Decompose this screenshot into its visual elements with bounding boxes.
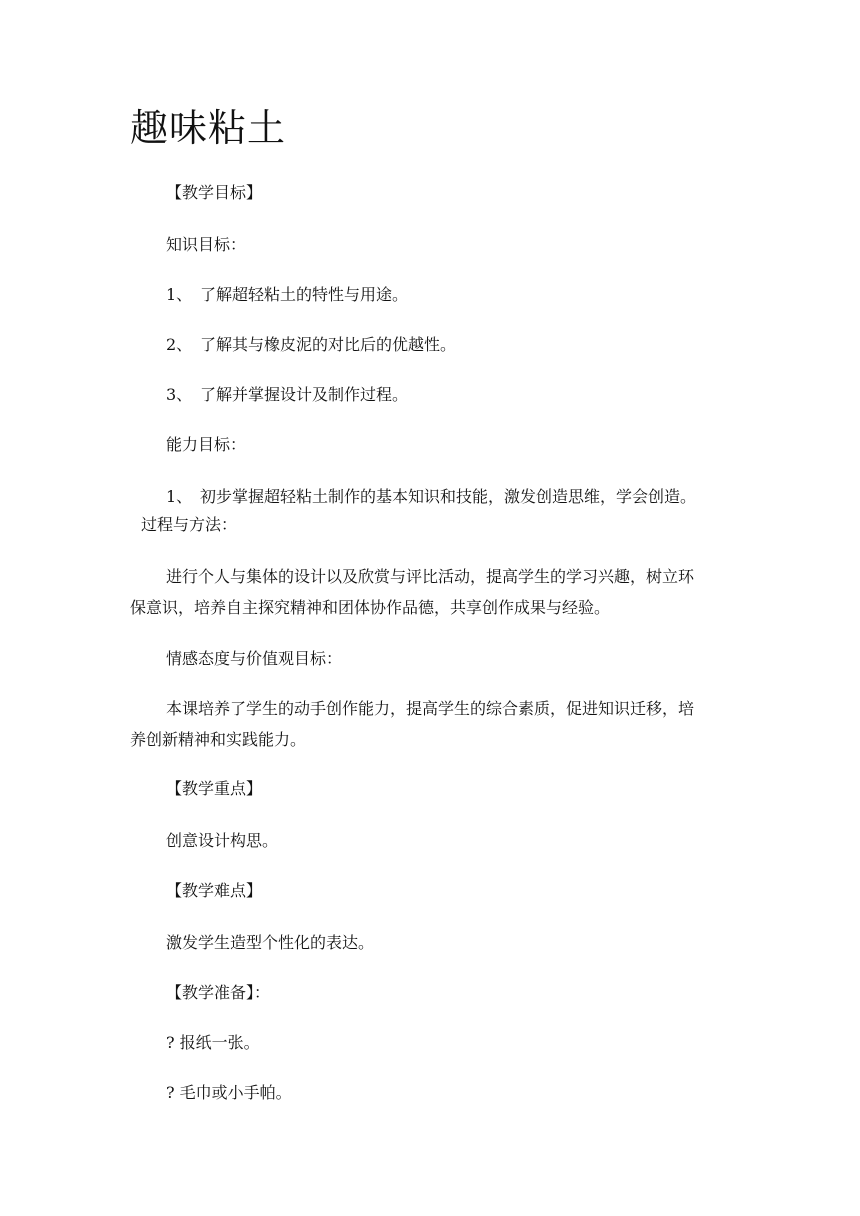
knowledge-item (166, 334, 456, 356)
item-number: 1、 (166, 285, 193, 304)
ability-item (166, 486, 696, 508)
item-text: 了解并掌握设计及制作过程。 (200, 385, 409, 404)
section-heading-key: 【教学重点】 (166, 779, 263, 798)
emotion-heading: 情感态度与价值观目标： (166, 649, 343, 668)
emotion-paragraph-line: 本课培养了学生的动手创作能力，提高学生的综合素质，促进知识迁移，培 (166, 699, 695, 718)
item-text: 了解其与橡皮泥的对比后的优越性。 (200, 335, 457, 354)
section-heading-difficulty: 【教学难点】 (166, 881, 263, 900)
process-heading: 过程与方法： (141, 515, 238, 534)
difficulty-text: 激发学生造型个性化的表达。 (166, 933, 375, 952)
item-number: 1、 (166, 487, 193, 506)
prep-item (166, 1032, 260, 1054)
item-text: 报纸一张。 (179, 1033, 260, 1052)
prep-item (166, 1082, 292, 1104)
section-heading-prep: 【教学准备】： (166, 983, 271, 1002)
bullet-mark: ? (166, 1033, 175, 1052)
ability-heading: 能力目标： (166, 435, 247, 454)
item-number: 2、 (166, 335, 193, 354)
section-heading-goals: 【教学目标】 (166, 183, 263, 202)
knowledge-item (166, 284, 408, 306)
item-text: 初步掌握超轻粘土制作的基本知识和技能，激发创造思维，学会创造。 (200, 487, 697, 506)
emotion-paragraph-line: 养创新精神和实践能力。 (130, 730, 307, 749)
item-text: 了解超轻粘土的特性与用途。 (200, 285, 409, 304)
knowledge-heading: 知识目标： (166, 235, 247, 254)
item-text: 毛巾或小手帕。 (179, 1083, 292, 1102)
bullet-mark: ? (166, 1083, 175, 1102)
page-title: 趣味粘土 (130, 106, 287, 150)
process-paragraph-line: 保意识，培养自主探究精神和团体协作品德，共享创作成果与经验。 (130, 598, 611, 617)
key-text: 创意设计构思。 (166, 831, 279, 850)
process-paragraph-line: 进行个人与集体的设计以及欣赏与评比活动，提高学生的学习兴趣，树立环 (166, 567, 695, 586)
item-number: 3、 (166, 385, 193, 404)
knowledge-item (166, 384, 408, 406)
